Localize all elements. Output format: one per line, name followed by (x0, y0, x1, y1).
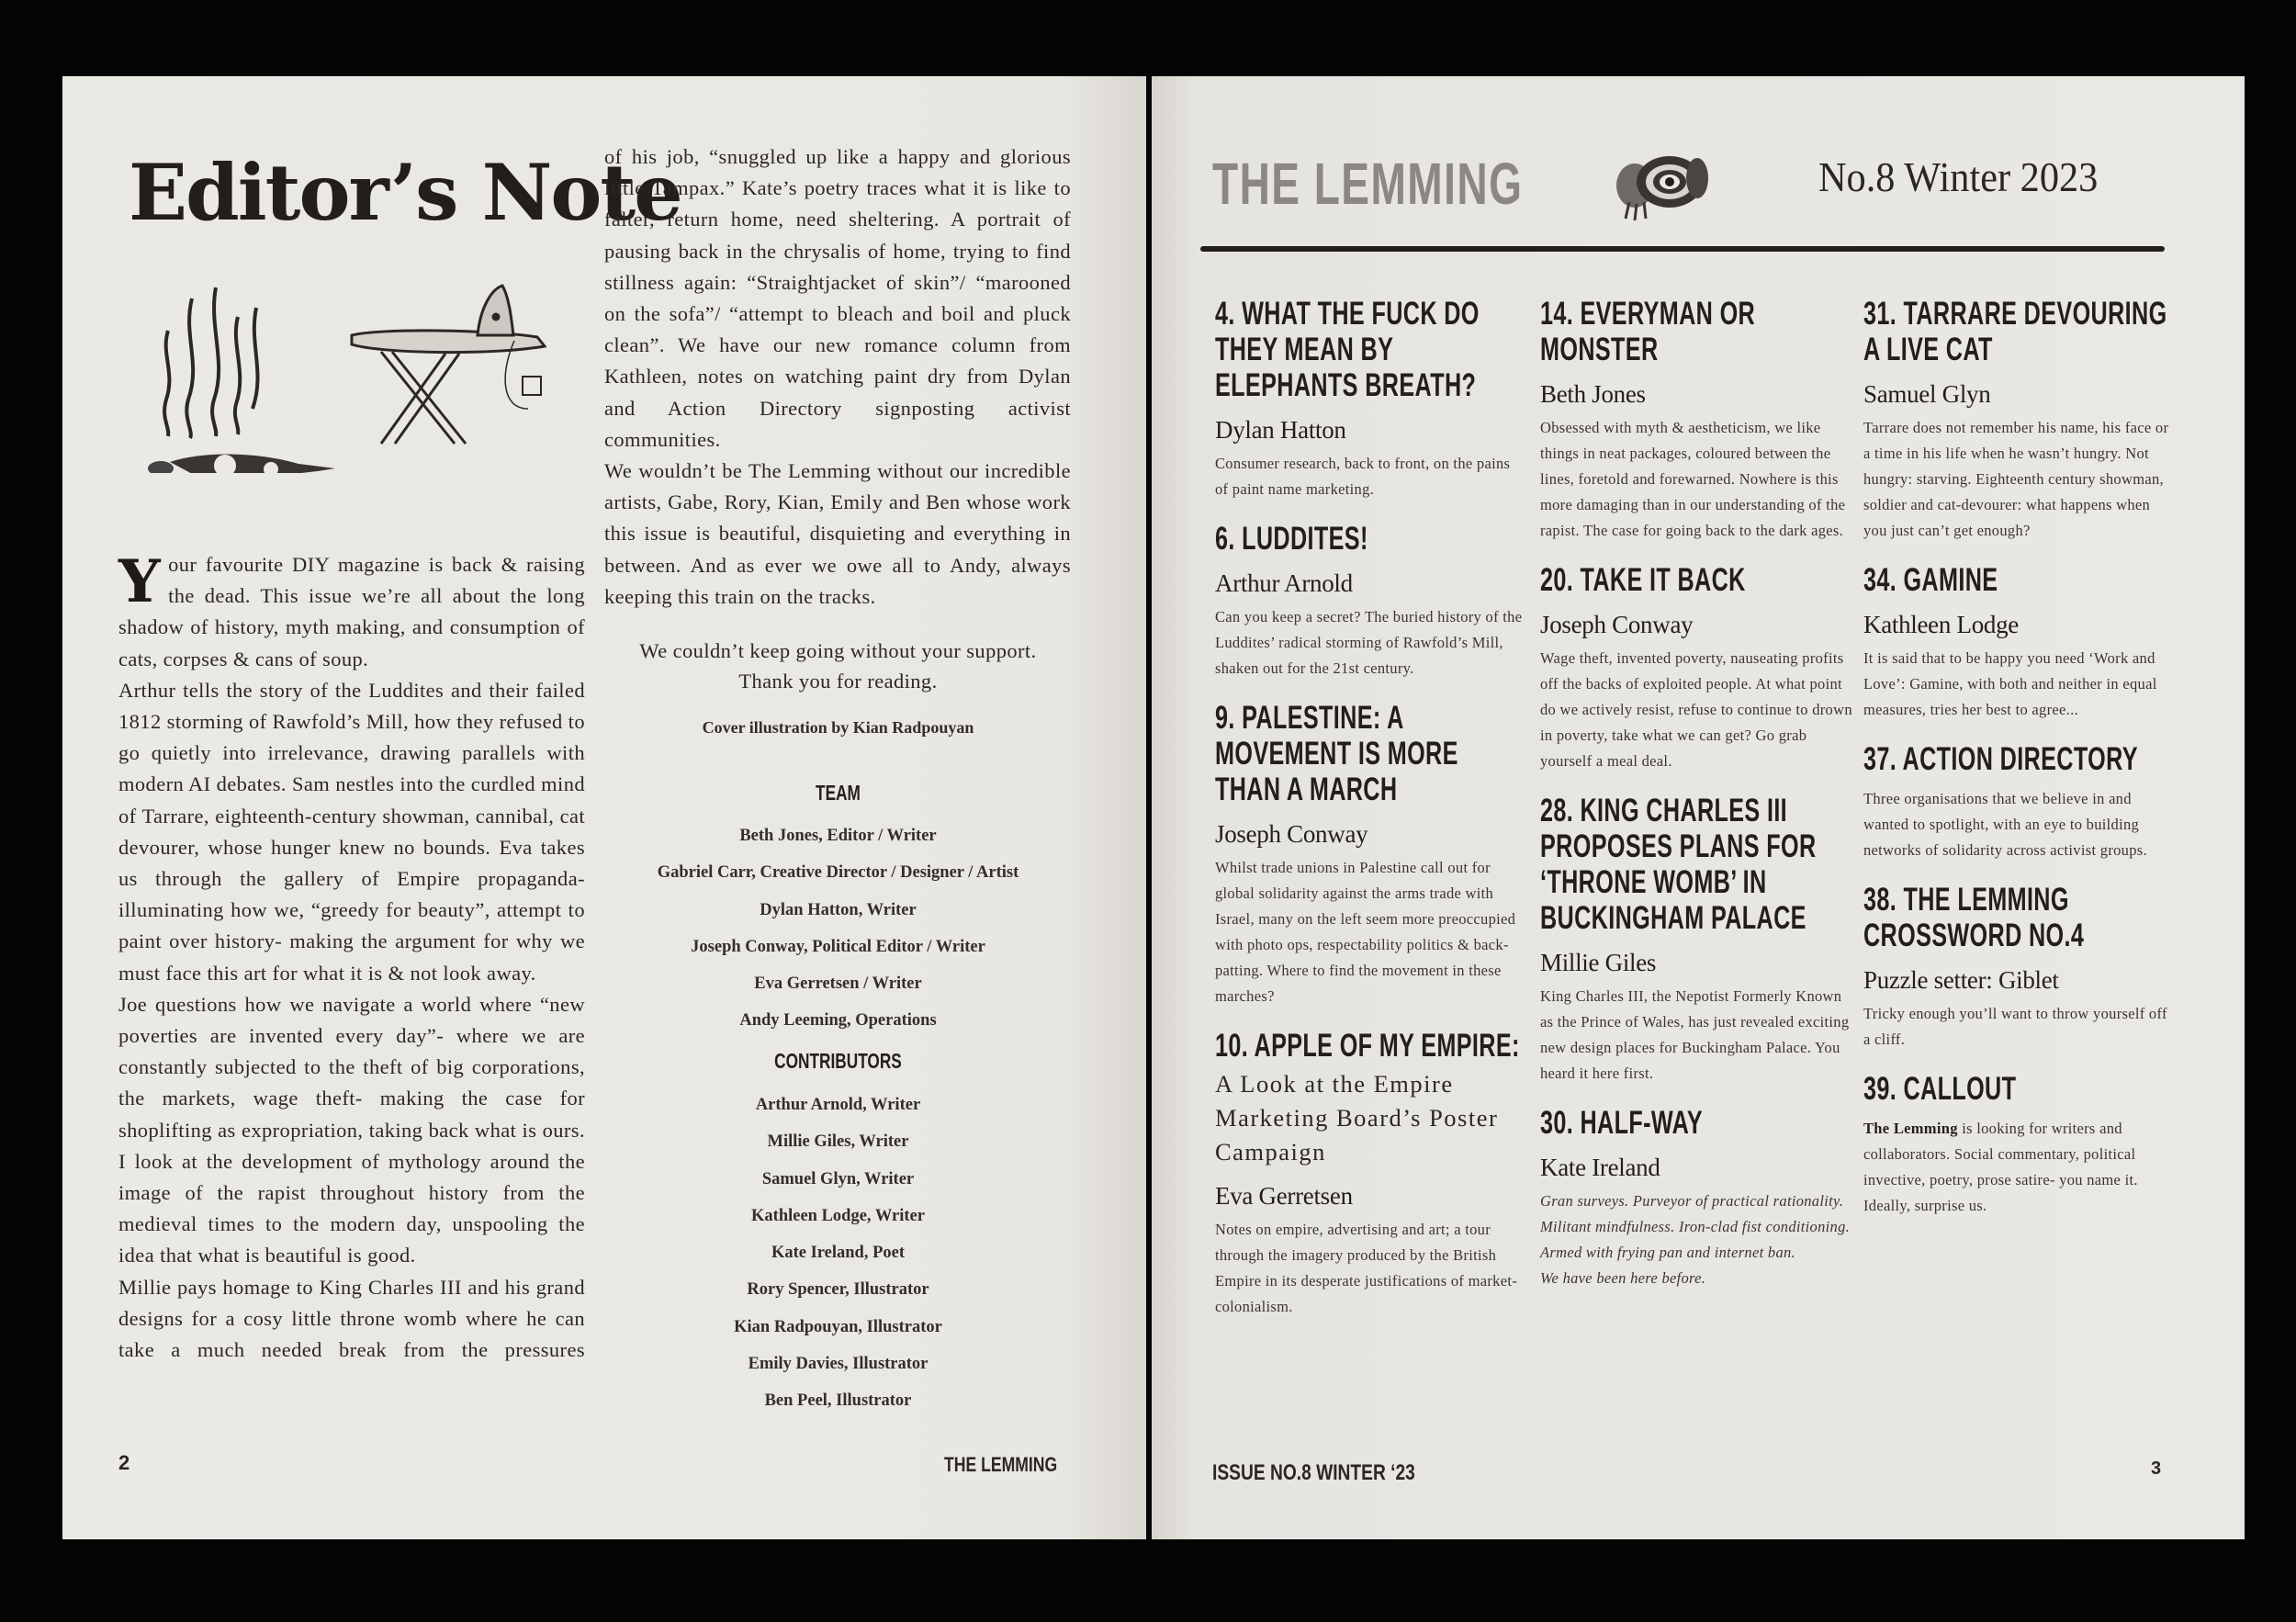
thanks-line: We couldn’t keep going without your support. (639, 639, 1037, 662)
team-member: Dylan Hatton, Writer (760, 900, 917, 919)
entry-description (1215, 855, 1527, 1009)
team-member: Andy Leeming, Operations (739, 1011, 937, 1031)
team-member: Beth Jones, Editor / Writer (739, 827, 937, 845)
entry-heading: 14. EVERYMAN OR MONSTER (1540, 296, 1756, 367)
entry-description (1863, 415, 2176, 544)
contents-entry (1863, 1071, 2176, 1219)
entry-author: Joseph Conway (1540, 611, 1694, 638)
entry-heading: 30. HALF-WAY (1540, 1105, 1704, 1141)
paragraph: Joe questions how we navigate a world where “new poverties are invented every day”- where we are constantly subjected to the theft of big corporations, the markets, wage theft- making the case for shoplifting as expropriation, taking back what is ours. I look at the development of mythology around the image of the rapist throughout history from the medieval times to the modern day, unspooling the idea that what is beautiful is good. (118, 992, 585, 1267)
entry-author: Kate Ireland (1540, 1154, 1660, 1181)
entry-heading: 28. KING CHARLES III PROPOSES PLANS FOR ‘THRONE WOMB’ IN BUCKINGHAM PALACE (1540, 793, 1817, 936)
thanks-note (606, 636, 1070, 696)
iron-icon (478, 286, 513, 335)
entry-description-text: Wage theft, invented poverty, nauseating profits off the backs of exploited people. At what point do we actively resist, refuse to continue to drown in poverty, take what we can get? Go grab yourself a meal deal. (1540, 649, 1852, 770)
entry-heading: 9. PALESTINE: A MOVEMENT IS MORE THAN A MARCH (1215, 700, 1458, 807)
contributors-list (606, 1087, 1070, 1420)
contents-entry (1863, 882, 2176, 1053)
entry-author: Dylan Hatton (1215, 416, 1346, 444)
entry-heading: 6. LUDDITES! (1215, 521, 1368, 557)
entry-heading: 39. CALLOUT (1863, 1071, 2017, 1107)
entry-heading: 4. WHAT THE FUCK DO THEY MEAN BY ELEPHANTS BREATH? (1215, 296, 1480, 403)
fallen-figure-icon (148, 455, 335, 473)
entry-description-text: King Charles III, the Nepotist Formerly Known as the Prince of Wales, has just revealed exciting new design places for Buckingham Palace. You heard it here first. (1540, 987, 1850, 1082)
contributor: Kian Radpouyan, Illustrator (734, 1317, 942, 1336)
contents-entry (1215, 1028, 1527, 1320)
contributor: Emily Davies, Illustrator (748, 1355, 929, 1374)
entry-description-text: Obsessed with myth & aestheticism, we like things in neat packages, coloured between the lines, foretold and forewarned. Nowhere is this more damaging than in our understanding of the rapist. The case for going back to the dark ages. (1540, 419, 1846, 539)
contents-entry (1540, 562, 1852, 774)
paragraph: of his job, “snuggled up like a happy and glorious little Tampax.” Kate’s poetry traces what it is like to falter, return home, need sheltering. A portrait of pausing back in the chrysalis of home, trying to find stillness again: “Straightjacket of skin”/ “marooned on the sofa”/ “attempt to bleach and boil and pluck clean”. We have our new romance column from Kathleen, notes on watching paint dry from Dylan and Action Directory signposting activist communities. (604, 145, 1071, 451)
paragraph: Millie pays homage to King Charles III and his grand designs for a cosy little throne womb where he can take a much needed break from the pressures (118, 1275, 585, 1362)
entry-author: Beth Jones (1540, 380, 1646, 408)
entry-heading: 38. THE LEMMING CROSSWORD NO.4 (1863, 882, 2085, 953)
socket-icon (523, 377, 541, 395)
thanks-line: Thank you for reading. (738, 670, 938, 693)
team-member: Eva Gerretsen / Writer (754, 974, 922, 994)
intro-paragraph: Your favourite DIY magazine is back & raising the dead. This issue we’re all about the long shadow of history, myth making, and consumption of cats, corpses & cans of soup. (118, 547, 585, 670)
contents-entry (1540, 793, 1852, 1087)
entry-description-line: We have been here before. (1540, 1269, 1706, 1287)
paragraph: Arthur tells the story of the Luddites and their failed 1812 storming of Rawfold’s Mill, how they refused to go quietly into irrelevance, drawing parallels with modern AI debates. Sam nestles into the curdled mind of Tarrare, eighteenth-century showman, cannibal, cat devourer, whose hunger knew no bounds. Eva takes us through the gallery of Empire propaganda- illuminating how we, “greedy for beauty”, attempt to paint over history- making the argument for why we must face this art for what it is & not look away. (118, 678, 585, 985)
contributor: Kathleen Lodge, Writer (751, 1206, 925, 1225)
editors-note-column-2 (604, 141, 1071, 613)
entry-heading: 10. APPLE OF MY EMPIRE: (1215, 1028, 1520, 1064)
cover-credit: Cover illustration by Kian Radpouyan (702, 718, 974, 737)
contributor: Ben Peel, Illustrator (764, 1391, 912, 1411)
steam-icon (164, 287, 257, 438)
paragraph: We wouldn’t be The Lemming without our incredible artists, Gabe, Rory, Kian, Emily and Ben whose work this issue is beautiful, disquieting and everything in between. And as ever we owe all to Andy, always keeping this train on the tracks. (604, 459, 1071, 608)
contributors-heading: CONTRIBUTORS (774, 1049, 902, 1073)
ironing-board-icon (352, 331, 545, 444)
entry-description (1863, 646, 2176, 723)
entry-heading: 31. TARRARE DEVOURING A LIVE CAT (1863, 296, 2167, 367)
entry-description (1540, 415, 1852, 544)
entry-description (1215, 451, 1527, 502)
contributor: Arthur Arnold, Writer (755, 1096, 921, 1114)
contents-column-2 (1540, 296, 1852, 1310)
entry-author: Arthur Arnold (1215, 569, 1353, 597)
contents-entry (1863, 562, 2176, 723)
entry-description (1863, 1116, 2176, 1219)
entry-author: Puzzle setter: Giblet (1863, 966, 2059, 994)
entry-heading: 34. GAMINE (1863, 562, 1998, 598)
entry-description-text: Can you keep a secret? The buried history of the Luddites’ radical storming of Rawfold’s Mill, shaken out for the 21st century. (1215, 608, 1523, 677)
contents-entry (1540, 296, 1852, 544)
entry-description-text: It is said that to be happy you need ‘Work and Love’: Gamine, with both and neither in equal measures, tries her best to agree... (1863, 649, 2157, 718)
team-heading: TEAM (816, 781, 861, 805)
entry-description-text: Gran surveys. Purveyor of practical rationality. Militant mindfulness. Iron-clad fist conditioning. Armed with frying pan and internet ban. (1540, 1192, 1851, 1261)
entry-description-text: Three organisations that we believe in and wanted to spotlight, with an eye to building networks of solidarity across activist groups. (1863, 790, 2147, 859)
entry-author: Kathleen Lodge (1863, 611, 2019, 638)
contents-entry (1540, 1105, 1852, 1291)
contributor: Samuel Glyn, Writer (761, 1169, 915, 1188)
contents-entry (1215, 296, 1527, 502)
entry-spacer (1863, 777, 2176, 786)
contents-entry (1863, 296, 2176, 544)
entry-author: Joseph Conway (1215, 820, 1368, 848)
entry-author: Samuel Glyn (1863, 380, 1991, 408)
issue-label: No.8 Winter 2023 (1818, 153, 2099, 200)
entry-description (1540, 984, 1852, 1087)
drop-cap: Y (118, 547, 162, 616)
entry-heading: 20. TAKE IT BACK (1540, 562, 1746, 598)
contents-column-3 (1863, 296, 2176, 1237)
footer-left: THE LEMMING (944, 1453, 1058, 1476)
entry-description-text: Consumer research, back to front, on the pains of paint name marketing. (1215, 455, 1511, 498)
page-title: Editor’s Note (129, 147, 681, 238)
team-member: Joseph Conway, Political Editor / Writer (691, 937, 985, 956)
entry-description (1863, 786, 2176, 863)
entry-description (1215, 604, 1527, 681)
header-rule (1200, 246, 2165, 252)
entry-description-text: Tarrare does not remember his name, his face or a time in his life when he wasn’t hungry. Not hungry: starving. Eighteenth century showman, soldier and cat-devourer: what happens when you just can’t get enough? (1863, 419, 2169, 539)
editors-note-column-1 (118, 549, 585, 1366)
team-list (606, 817, 1070, 1040)
entry-author: Eva Gerretsen (1215, 1182, 1353, 1210)
entry-description-text: is looking for writers and collaborators. Social commentary, political invective, poetry, prose satire- you name it. Ideally, surprise us. (1863, 1120, 2138, 1214)
footer-right: ISSUE NO.8 WINTER ‘23 (1212, 1460, 1415, 1485)
ironing-illustration (142, 280, 546, 473)
team-member: Gabriel Carr, Creative Director / Designer / Artist (657, 863, 1019, 883)
masthead: THE LEMMING (1212, 151, 1524, 217)
page-number-left: 2 (118, 1451, 130, 1474)
contents-column-1 (1215, 296, 1527, 1338)
entry-spacer (1863, 1107, 2176, 1116)
entry-description-text: Tricky enough you’ll want to throw yourself off a cliff. (1863, 1005, 2167, 1048)
contributor: Millie Giles, Writer (767, 1132, 909, 1152)
entry-description-text: Whilst trade unions in Palestine call out for global solidarity against the arms trade with Israel, many on the left seem more preoccupied with photo ops, respectability politics & back-patting. Where to find the movement in these marches? (1215, 859, 1516, 1005)
entry-heading: 37. ACTION DIRECTORY (1863, 741, 2138, 777)
contents-entry (1863, 741, 2176, 863)
contributor: Kate Ireland, Poet (771, 1244, 906, 1263)
entry-description (1215, 1217, 1527, 1320)
entry-description-bold: The Lemming (1863, 1120, 1958, 1137)
contents-entry (1215, 521, 1527, 681)
entry-description (1540, 646, 1852, 774)
contributor: Rory Spencer, Illustrator (747, 1280, 929, 1300)
entry-author: Millie Giles (1540, 949, 1657, 976)
entry-description (1540, 1188, 1852, 1291)
entry-description (1863, 1001, 2176, 1053)
page-number-right: 3 (2151, 1459, 2162, 1479)
eye-emblem-icon (1615, 147, 1710, 220)
entry-subtitle: A Look at the Empire Marketing Board’s Poster Campaign (1215, 1070, 1499, 1166)
contents-entry (1215, 700, 1527, 1009)
entry-description-text: Notes on empire, advertising and art; a tour through the imagery produced by the British Empire in its desperate justifications of market-colonialism. (1215, 1221, 1518, 1315)
